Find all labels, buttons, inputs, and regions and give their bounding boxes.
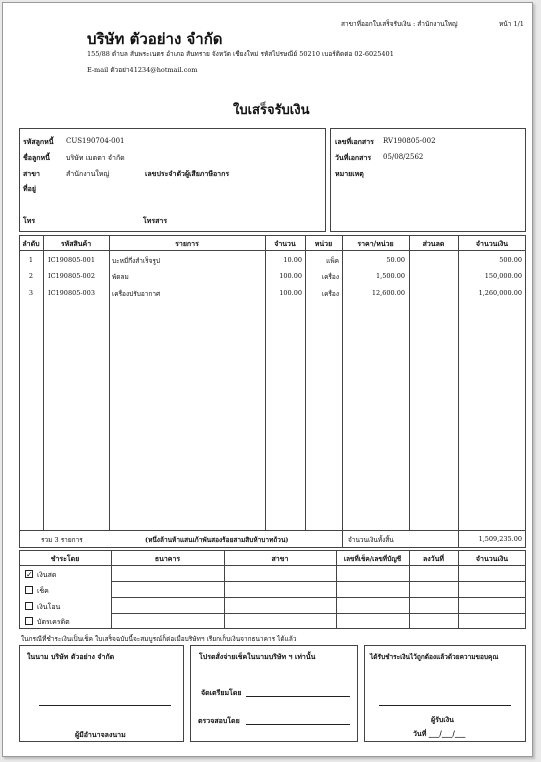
credit-card-checkbox[interactable]: [25, 617, 33, 625]
company-address: 155/88 ตำบล สันพระเนตร อำเภอ สันทราย จังหวัด เชียงใหม่ รหัสไปรษณีย์ 50210 เบอร์ติดต่อ 02-6025401: [87, 50, 394, 58]
customer-phone-label: โทร: [23, 216, 36, 225]
table-row-1-code: IC190805-001: [48, 256, 95, 264]
total-amount-text: (หนึ่งล้านห้าแสนเก้าพันสองร้อยสามสิบห้าบาทถ้วน): [145, 536, 289, 544]
col-header-price: ราคา/หน่วย: [357, 239, 394, 248]
cash-label: เงินสด: [37, 571, 57, 579]
customer-code-label: รหัสลูกหนี้: [23, 137, 54, 146]
table-row-2-amount: 150,000.00: [484, 272, 522, 280]
pay-header-branch: สาขา: [271, 554, 289, 563]
transfer-checkbox[interactable]: [25, 602, 33, 610]
table-row-3-qty: 100.00: [279, 289, 302, 297]
table-row-1-no: 1: [28, 256, 34, 264]
table-row-2-price: 1,500.00: [376, 272, 405, 280]
total-amount-label: จำนวนเงินทั้งสิ้น: [348, 536, 394, 544]
pay-header-cheque-no: เลขที่เช็ค/เลขที่บัญชี: [343, 555, 402, 563]
cheque-label: เช็ค: [37, 587, 49, 595]
customer-name-label: ชื่อลูกหนี้: [23, 153, 50, 162]
payment-received-note: ได้รับชำระเงินไว้ถูกต้องแล้วด้วยความขอบคุณ: [370, 653, 499, 661]
document-date-value: 05/08/2562: [383, 153, 424, 161]
cash-checkbox[interactable]: ✓: [26, 570, 33, 579]
document-no-value: RV190805-002: [383, 137, 436, 145]
checked-by-line: [246, 724, 350, 725]
table-row-2-name: พัดลม: [112, 273, 129, 281]
col-header-no: ลำดับ: [22, 239, 40, 248]
table-row-1-qty: 10.00: [283, 256, 302, 264]
customer-address-label: ที่อยู่: [23, 184, 36, 193]
table-row-3-amount: 1,260,000.00: [478, 289, 522, 297]
customer-name-value: บริษัท เมตตา จำกัด: [66, 154, 125, 162]
credit-card-label: บัตรเครดิต: [37, 618, 70, 626]
total-item-count: รวม 3 รายการ: [41, 536, 83, 544]
authorized-signatory-caption: ผู้มีอำนาจลงนาม: [75, 730, 126, 739]
col-header-discount: ส่วนลด: [422, 239, 445, 248]
items-table: [19, 235, 526, 548]
customer-branch-value: สำนักงานใหญ่: [66, 170, 110, 178]
customer-branch-label: สาขา: [23, 169, 40, 178]
col-header-amount: จำนวนเงิน: [475, 239, 509, 248]
col-header-name: รายการ: [175, 239, 199, 248]
receiver-date-line: วันที่ ___/___/___: [413, 729, 466, 738]
col-header-unit: หน่วย: [314, 239, 333, 248]
company-email: E-mail ตัวอย่า41234@hotmail.com: [87, 66, 198, 74]
customer-fax-label: โทรสาร: [143, 216, 168, 225]
receiver-signature-line: [379, 705, 511, 706]
col-header-qty: จำนวน: [274, 239, 296, 248]
document-no-label: เลขที่เอกสาร: [335, 137, 374, 146]
table-row-2-unit: เครื่อง: [321, 273, 339, 281]
pay-header-bank: ธนาคาร: [154, 554, 181, 563]
table-row-1-price: 50.00: [386, 256, 405, 264]
receiver-caption: ผู้รับเงิน: [431, 715, 454, 724]
total-amount-value: 1,509,235.00: [478, 535, 522, 543]
table-row-2-qty: 100.00: [279, 272, 302, 280]
cheque-checkbox[interactable]: [25, 586, 33, 594]
on-behalf-of-company: ในนาม บริษัท ตัวอย่าง จำกัด: [27, 652, 115, 661]
pay-header-method: ชำระโดย: [50, 554, 80, 563]
table-row-3-code: IC190805-003: [48, 289, 95, 297]
cheque-payable-note: โปรดสั่งจ่ายเช็คในนามบริษัท ฯ เท่านั้น: [199, 652, 316, 661]
document-date-label: วันที่เอกสาร: [335, 153, 372, 162]
checked-by-label: ตรวจสอบโดย: [198, 716, 240, 725]
table-row-3-name: เครื่องปรับอากาศ: [112, 290, 161, 298]
authorized-signature-line: [39, 705, 171, 706]
document-note-label: หมายเหตุ: [335, 169, 364, 178]
issuing-branch-note: สาขาที่ออกใบเสร็จรับเงิน : สำนักงานใหญ่: [341, 20, 458, 28]
table-row-2-code: IC190805-002: [48, 272, 95, 280]
table-row-3-no: 3: [28, 289, 34, 297]
table-row-1-unit: แพ็ค: [326, 257, 339, 265]
pay-header-amount: จำนวนเงิน: [475, 554, 509, 563]
customer-taxid-label: เลขประจำตัวผู้เสียภาษีอากร: [145, 169, 230, 178]
company-name: บริษัท ตัวอย่าง จำกัด: [87, 30, 223, 48]
table-row-3-price: 12,600.00: [371, 289, 405, 297]
table-row-1-name: บะหมี่กึ่งสำเร็จรูป: [112, 257, 161, 265]
pay-header-date: ลงวันที่: [422, 554, 445, 563]
table-row-2-no: 2: [28, 272, 34, 280]
receipt-page: [2, 2, 533, 757]
table-row-1-amount: 500.00: [499, 256, 522, 264]
cheque-condition-note: ในกรณีที่ชำระเงินเป็นเช็ค ใบเสร็จฉบับนี้จะสมบูรณ์ก็ต่อเมื่อบริษัทฯ เรียกเก็บเงินจากธนาคาร ได้แล้ว: [21, 635, 297, 643]
transfer-label: เงินโอน: [37, 603, 61, 611]
prepared-by-label: จัดเตรียมโดย: [201, 688, 242, 697]
page-number: หน้า 1/1: [499, 20, 524, 28]
prepared-by-line: [246, 696, 350, 697]
document-title: ใบเสร็จรับเงิน: [233, 103, 310, 118]
col-header-code: รหัสสินค้า: [60, 239, 92, 248]
table-row-3-unit: เครื่อง: [321, 290, 339, 298]
customer-code-value: CUS190704-001: [66, 137, 125, 145]
